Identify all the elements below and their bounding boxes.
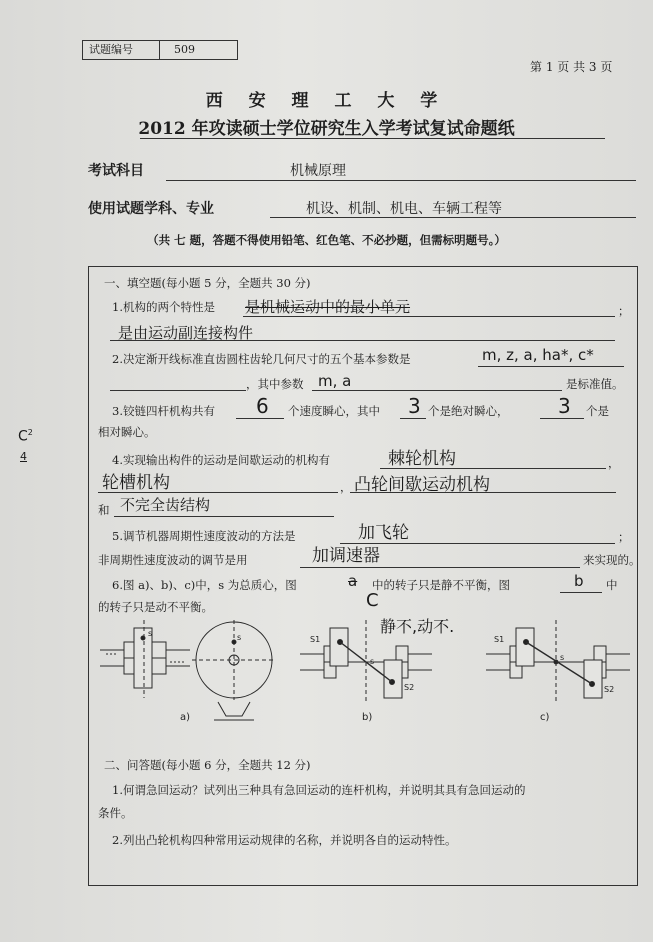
majors-label: 使用试题学科、专业	[88, 201, 214, 217]
q5-end: 来实现的。	[583, 553, 641, 567]
figure-c-s-label: s	[560, 653, 565, 662]
figure-a-front-s-label: s	[237, 633, 242, 642]
q4-and: 和	[98, 503, 110, 517]
q5-answer-1: 加飞轮	[358, 523, 409, 543]
majors-value: 机设、机制、机电、车辆工程等	[306, 201, 502, 217]
q2-end-text: 是标准值。	[566, 377, 624, 391]
q4-comma-1: ，	[608, 456, 620, 470]
rotor-figures	[96, 620, 636, 730]
q5-blank-2	[300, 567, 580, 568]
q5-blank-1	[340, 543, 615, 544]
figure-c-s1-label: S1	[494, 635, 505, 644]
q4-answer-2: 轮槽机构	[102, 473, 170, 493]
figure-a-front-view	[192, 620, 276, 720]
figure-b-label: b)	[362, 712, 373, 723]
q3-answer-a: 6	[256, 394, 269, 418]
q2-blank-2	[110, 390, 246, 391]
figure-a-label: a)	[180, 712, 191, 723]
margin-note: $C^2$	[18, 428, 33, 445]
q6-text-a: 6.图 a)、b)、c)中，s 为总质心，图	[112, 578, 297, 592]
q6-answer-b: b	[574, 572, 584, 590]
figure-a-side-view	[100, 620, 190, 698]
q4-blank-2	[98, 492, 338, 493]
q4-text: 4.实现输出构件的运动是间歇运动的机构有	[112, 453, 330, 467]
q1-answer-struck: 是机械运动中的最小单元	[245, 298, 411, 316]
q5-text: 5.调节机器周期性速度波动的方法是	[112, 529, 296, 543]
figure-a-s-label: s	[148, 629, 153, 638]
figure-b-s-label: s	[370, 657, 375, 666]
margin-note-2: 4	[20, 450, 27, 463]
q6-text-b: 中的转子只是静不平衡，图	[372, 578, 510, 592]
figure-b-s1-label: S1	[310, 635, 321, 644]
q4-blank-1	[380, 468, 606, 469]
section2-title: 二、问答题(每小题 6 分，全题共 12 分)	[104, 758, 311, 772]
q5-text-2: 非周期性速度波动的调节是用	[98, 553, 248, 567]
subject-value: 机械原理	[290, 163, 346, 179]
section1-title: 一、填空题(每小题 5 分，全题共 30 分)	[104, 276, 311, 290]
q5-answer-2: 加调速器	[312, 546, 380, 566]
q3-answer-c: 3	[558, 394, 571, 418]
q2-blank-3	[312, 390, 562, 391]
page-info: 第 1 页 共 3 页	[530, 60, 613, 74]
question-code-label: 试题编号	[83, 41, 160, 59]
q4-comma-2: ，	[340, 480, 352, 494]
subject-label: 考试科目	[88, 163, 144, 179]
figure-c-label: c)	[540, 712, 550, 723]
section2-q1-line1: 1.何谓急回运动？试列出三种具有急回运动的连杆机构，并说明其具有急回运动的	[112, 783, 526, 797]
exam-notice: （共 七 题，答题不得使用铅笔、红色笔、不必抄题，但需标明题号。）	[147, 233, 506, 247]
q1-semicolon: ；	[618, 304, 630, 318]
question-code-value: 509	[174, 43, 195, 56]
figure-b-s2-label: S2	[404, 683, 415, 692]
q1-blank-2	[110, 340, 615, 341]
q4-blank-3	[350, 492, 616, 493]
q4-blank-4	[114, 516, 334, 517]
q5-semicolon: ；	[618, 530, 630, 544]
q4-answer-1: 棘轮机构	[388, 449, 456, 469]
q1-answer-2: 是由运动副连接构件	[118, 324, 254, 342]
q3-blank-b	[400, 418, 426, 419]
q1-blank-1	[243, 316, 615, 317]
q4-answer-4: 不完全齿结构	[120, 496, 211, 514]
section2-q1-line2: 条件。	[98, 806, 133, 820]
q6-note-handwritten: 静不,动不.	[380, 617, 455, 636]
q2-mid-text: ，其中参数	[246, 377, 304, 391]
q2-text: 2.决定渐开线标准直齿圆柱齿轮几何尺寸的五个基本参数是	[112, 352, 411, 366]
university-name: 西 安 理 工 大 学	[205, 91, 448, 111]
figure-c-s2-label: S2	[604, 685, 615, 694]
subject-line	[166, 180, 636, 181]
q2-answer-1: m, z, a, ha*, c*	[482, 346, 594, 364]
exam-title: 2012 年攻读硕士学位研究生入学考试复试命题纸	[138, 119, 515, 139]
q3-blank-c	[540, 418, 584, 419]
title-underline	[140, 138, 605, 139]
q6-text-d: 的转子只是动不平衡。	[98, 600, 213, 614]
q6-answer-a: a	[348, 572, 358, 590]
q3-text-a: 3.铰链四杆机构共有	[112, 404, 215, 418]
q6-note-c: C	[366, 590, 379, 611]
q2-blank-1	[478, 366, 624, 367]
q3-text-e: 相对瞬心。	[98, 425, 156, 439]
q2-answer-2: m, a	[318, 372, 352, 390]
q1-text: 1.机构的两个特性是	[112, 300, 215, 314]
q6-blank-b	[560, 592, 602, 593]
q3-blank-a	[236, 418, 284, 419]
q3-text-d: 个是	[586, 404, 609, 418]
q3-text-c: 个是绝对瞬心，	[428, 404, 509, 418]
section2-q2: 2.列出凸轮机构四种常用运动规律的名称，并说明各自的运动特性。	[112, 833, 457, 847]
q4-answer-3: 凸轮间歇运动机构	[354, 475, 490, 495]
q6-text-c: 中	[606, 578, 618, 592]
question-code-box	[82, 40, 238, 60]
q3-text-b: 个速度瞬心，其中	[288, 404, 380, 418]
q3-answer-b: 3	[408, 394, 421, 418]
